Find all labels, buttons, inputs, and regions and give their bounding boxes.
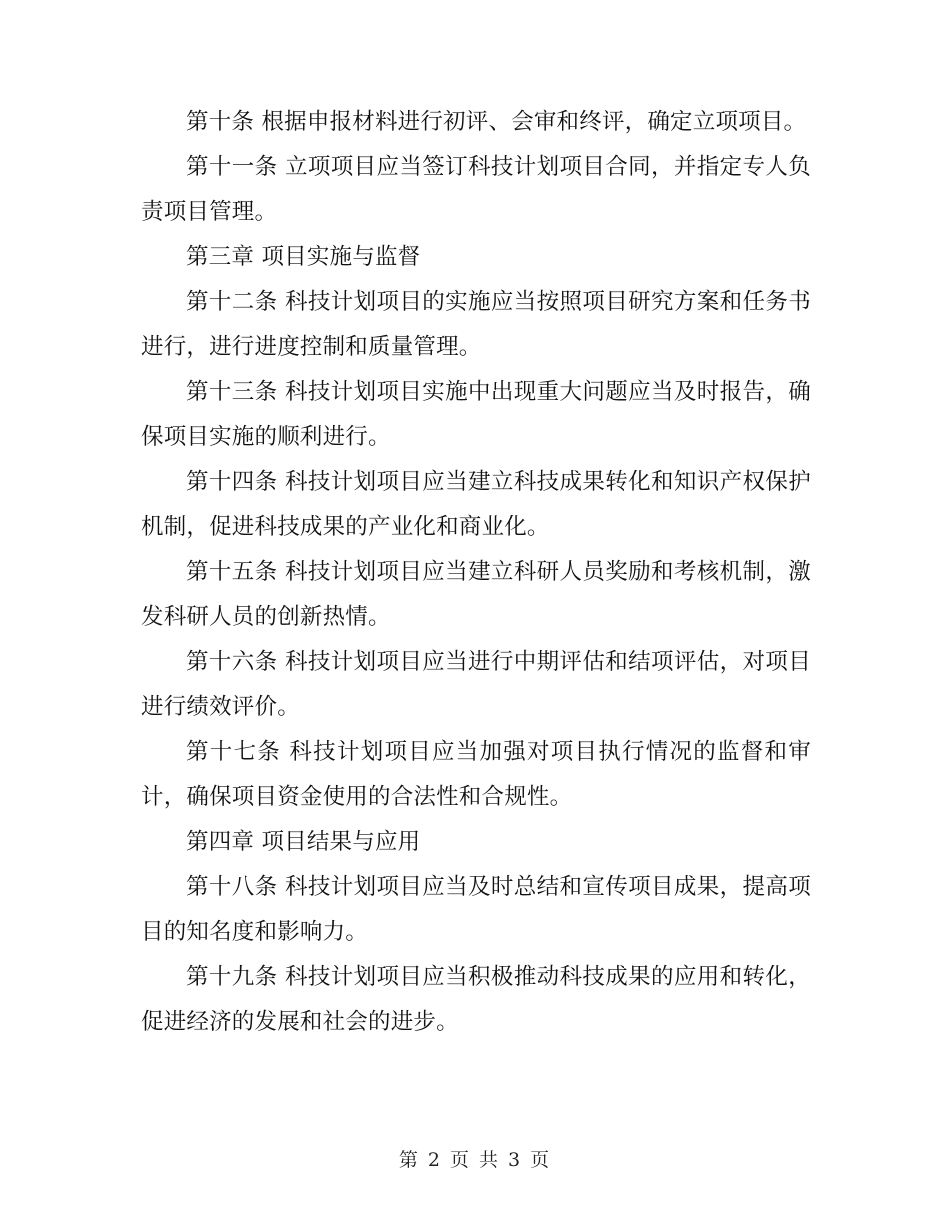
paragraph-article-19: 第十九条 科技计划项目应当积极推动科技成果的应用和转化，促进经济的发展和社会的进步。: [141, 964, 811, 1035]
paragraph-article-13: 第十三条 科技计划项目实施中出现重大问题应当及时报告，确保项目实施的顺利进行。: [141, 379, 811, 450]
document-body: [141, 100, 811, 1045]
paragraph-article-12: 第十二条 科技计划项目的实施应当按照项目研究方案和任务书进行，进行进度控制和质量管理。: [141, 289, 811, 360]
paragraph-article-14: 第十四条 科技计划项目应当建立科技成果转化和知识产权保护机制，促进科技成果的产业化和商业化。: [141, 469, 811, 540]
paragraph-article-10: 第十条 根据申报材料进行初评、会审和终评，确定立项项目。: [186, 109, 807, 135]
paragraph-article-16: 第十六条 科技计划项目应当进行中期评估和结项评估，对项目进行绩效评价。: [141, 649, 811, 720]
paragraph-article-11: 第十一条 立项项目应当签订科技计划项目合同，并指定专人负责项目管理。: [141, 154, 811, 225]
page-number-footer: 第 2 页 共 3 页: [398, 1149, 552, 1171]
paragraph-article-18: 第十八条 科技计划项目应当及时总结和宣传项目成果，提高项目的知名度和影响力。: [141, 874, 811, 945]
paragraph-article-17: 第十七条 科技计划项目应当加强对项目执行情况的监督和审计，确保项目资金使用的合法性和合规性。: [141, 739, 811, 810]
chapter-heading-3: 第三章 项目实施与监督: [186, 244, 421, 270]
paragraph-article-15: 第十五条 科技计划项目应当建立科研人员奖励和考核机制，激发科研人员的创新热情。: [141, 559, 811, 630]
chapter-heading-4: 第四章 项目结果与应用: [186, 829, 421, 855]
